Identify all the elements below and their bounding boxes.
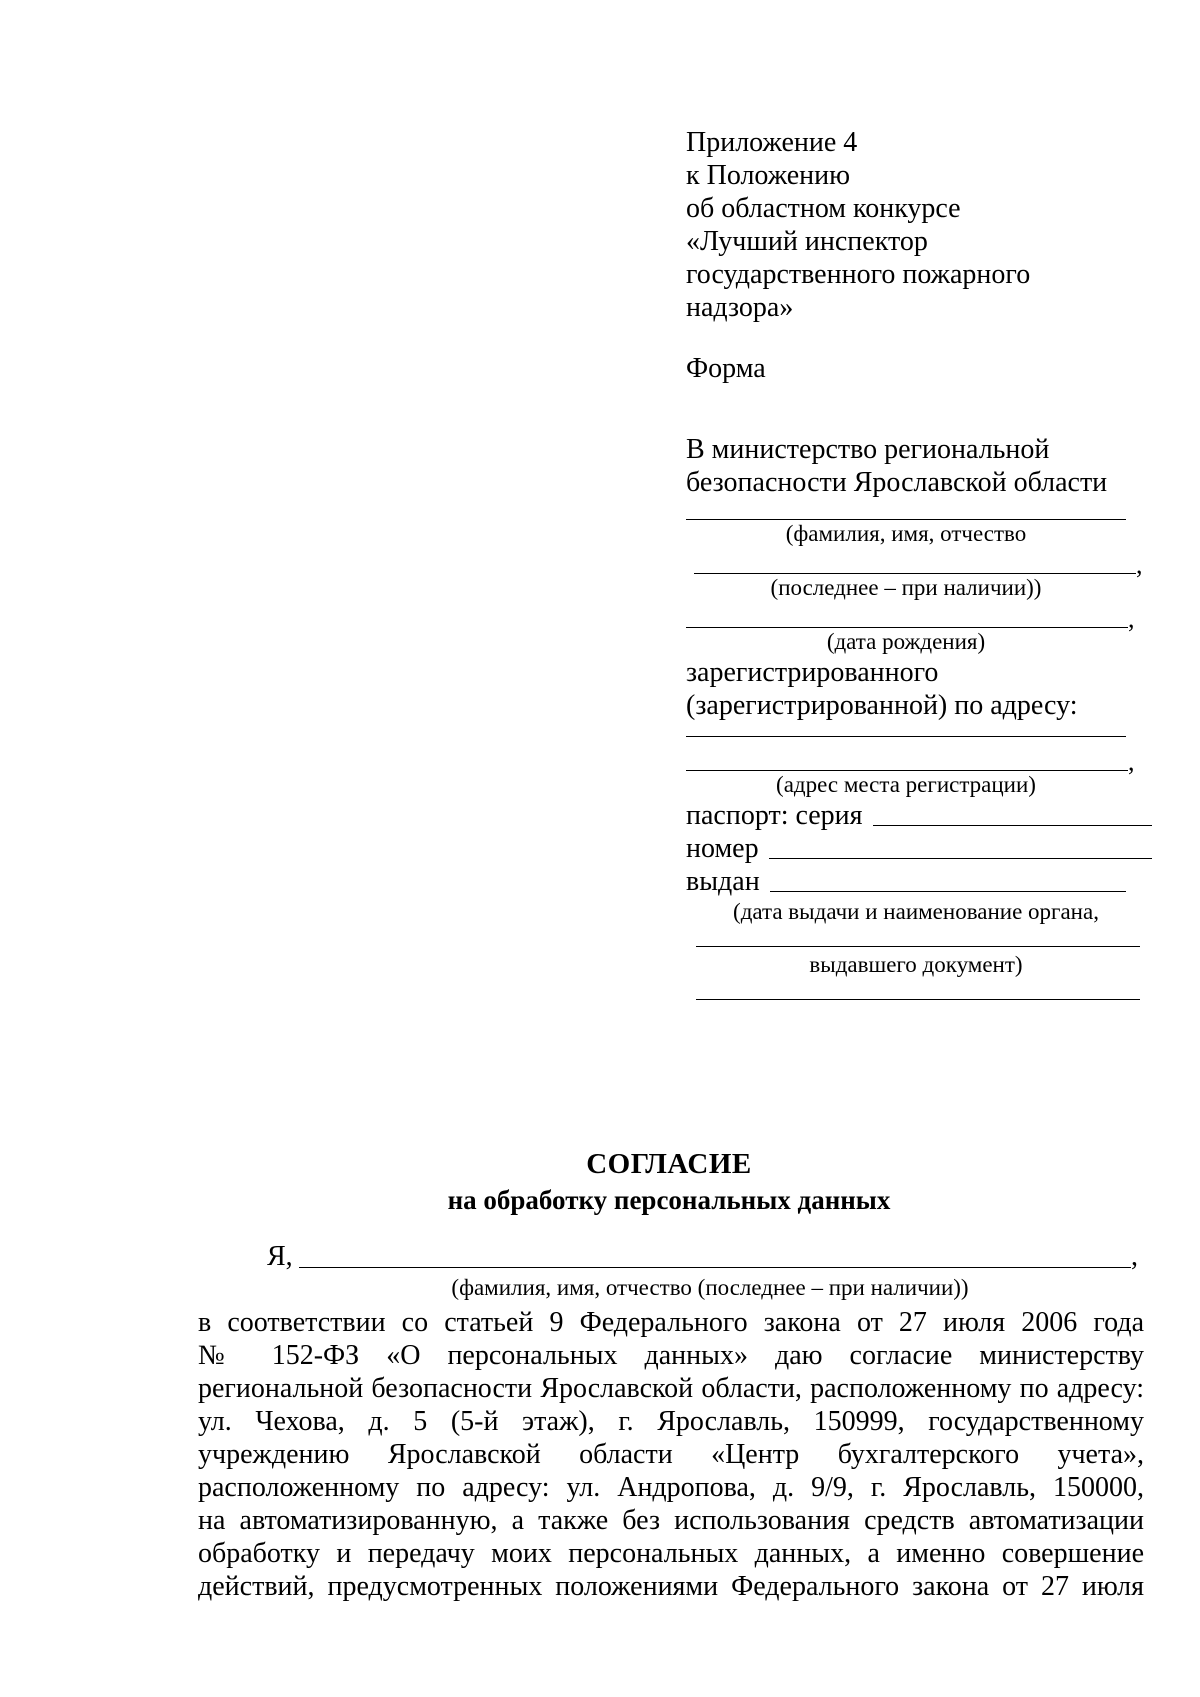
fill-line [694, 559, 1136, 574]
body-line: учреждению Ярославской области «Центр бухгалтерского учета», [198, 1439, 1144, 1470]
body-line: на автоматизированную, а также без использования средств автоматизации [198, 1505, 1144, 1536]
fill-line [299, 1267, 1131, 1268]
fill-line [873, 825, 1152, 826]
birth-caption: (дата рождения) [826, 629, 986, 654]
appendix-line: об областном конкурсе [686, 193, 961, 224]
fio-caption-2: (последнее – при наличии)) [770, 575, 1042, 600]
fio-caption: (фамилия, имя, отчество [785, 521, 1027, 546]
ya-row[interactable] [267, 1240, 1143, 1274]
issued-field-2[interactable] [696, 985, 1140, 1000]
header-block [686, 126, 1156, 1000]
passport-number-label: номер [686, 833, 759, 864]
body-line: в соответствии со статьей 9 Федерального закона от 27 июля 2006 года [198, 1307, 1144, 1338]
fill-line [686, 613, 1128, 628]
passport-issued-label: выдан [686, 866, 760, 897]
comma: , [1128, 604, 1135, 633]
consent-subtitle: на обработку персональных данных [447, 1185, 891, 1215]
issued-field-1[interactable] [696, 932, 1140, 947]
body-line: ул. Чехова, д. 5 (5-й этаж), г. Ярославль, 150999, государственному [198, 1406, 1144, 1437]
issued-caption-2: выдавшего документ) [809, 952, 1023, 977]
appendix-line: государственного пожарного [686, 259, 1031, 290]
recipient-line: безопасности Ярославской области [686, 467, 1108, 498]
body-line: расположенному по адресу: ул. Андропова, д. 9/9, г. Ярославль, 150000, [198, 1472, 1144, 1503]
body-line: действий, предусмотренных положениями Федерального закона от 27 июля [198, 1571, 1144, 1602]
fill-line [696, 932, 1140, 947]
fill-line [686, 505, 1126, 520]
appendix-line: «Лучший инспектор [686, 226, 928, 257]
fill-line [770, 891, 1126, 892]
appendix-line: надзора» [686, 292, 794, 323]
fill-line [686, 756, 1128, 771]
comma: , [1128, 747, 1135, 776]
fill-line [769, 858, 1152, 859]
ya-caption: (фамилия, имя, отчество (последнее – при наличии)) [451, 1275, 969, 1300]
passport-number-row[interactable] [686, 832, 1152, 865]
fio-field-2[interactable] [686, 550, 1146, 579]
appendix-line: к Положению [686, 160, 851, 191]
form-label: Форма [686, 353, 766, 384]
passport-issued-row[interactable] [686, 865, 1126, 898]
body-line: обработку и передачу моих персональных данных, а именно совершение [198, 1538, 1144, 1569]
comma: , [1131, 1241, 1138, 1272]
registered-line: (зарегистрированной) по адресу: [686, 690, 1078, 721]
registered-line: зарегистрированного [686, 657, 939, 688]
address-field-2[interactable] [686, 747, 1138, 776]
address-field-1[interactable] [686, 722, 1126, 737]
fill-line [686, 722, 1126, 737]
comma: , [1136, 550, 1143, 579]
fill-line [696, 985, 1140, 1000]
issued-caption: (дата выдачи и наименование органа, [733, 899, 1099, 924]
passport-series-row[interactable] [686, 799, 1152, 832]
appendix-line: Приложение 4 [686, 127, 858, 158]
body-line: № 152-ФЗ «О персональных данных» даю согласие министерству [198, 1340, 1144, 1371]
address-caption: (адрес места регистрации) [776, 772, 1036, 797]
body-line: региональной безопасности Ярославской области, расположенному по адресу: [198, 1373, 1144, 1404]
ya-label: Я, [267, 1241, 293, 1272]
consent-title: СОГЛАСИЕ [586, 1148, 752, 1180]
consent-body [198, 1306, 1144, 1603]
fio-field[interactable] [686, 505, 1126, 520]
birth-date-field[interactable] [686, 604, 1138, 633]
passport-series-label: паспорт: серия [686, 800, 863, 831]
recipient-line: В министерство региональной [686, 434, 1050, 465]
